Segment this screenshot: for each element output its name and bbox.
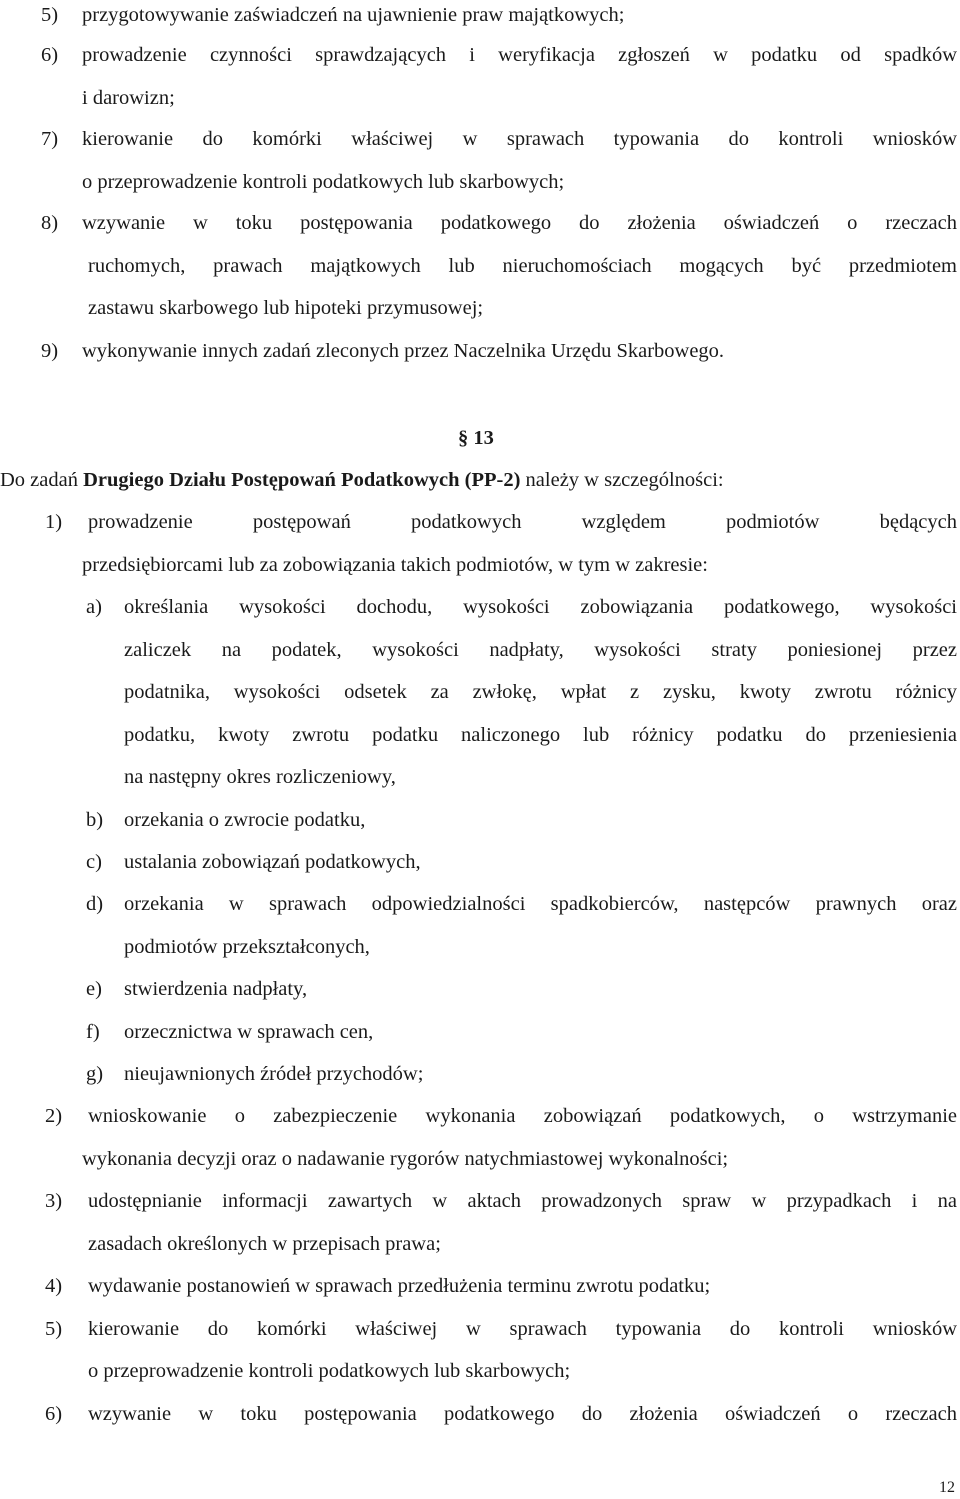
sublist-item-text: orzekania o zwrocie podatku, [124, 809, 366, 831]
sublist-item-text: podatnika, wysokości odsetek za zwłokę, wpłat z zysku, kwoty zwrotu różnicy [124, 681, 957, 703]
list-item-text: wykonywanie innych zadań zleconych przez Naczelnika Urzędu Skarbowego. [82, 340, 725, 362]
list-item-text: prowadzenie postępowań podatkowych względem podmiotów będących [88, 511, 957, 533]
list-number: 5) [45, 1318, 63, 1340]
list-number: 1) [45, 511, 63, 533]
list-number: 8) [41, 212, 59, 234]
intro-text: Do zadań [0, 469, 84, 491]
sublist-letter: c) [86, 851, 102, 873]
sublist-letter: a) [86, 596, 102, 618]
list-number: 6) [45, 1403, 63, 1425]
sublist-item-text: podmiotów przekształconych, [124, 936, 370, 958]
list-item-text: wnioskowanie o zabezpieczenie wykonania zobowiązań podatkowych, o wstrzymanie [88, 1105, 957, 1127]
list-item-text: przedsiębiorcami lub za zobowiązania takich podmiotów, w tym w zakresie: [82, 554, 708, 576]
sublist-item-text: stwierdzenia nadpłaty, [124, 978, 308, 1000]
sublist-item-text: nieujawnionych źródeł przychodów; [124, 1063, 424, 1085]
sublist-letter: d) [86, 893, 104, 915]
list-item-text: wykonania decyzji oraz o nadawanie rygorów natychmiastowej wykonalności; [82, 1148, 729, 1170]
page-number: 12 [939, 1479, 955, 1496]
section-heading: § 13 [458, 427, 494, 449]
list-number: 6) [41, 44, 59, 66]
list-item-text: o przeprowadzenie kontroli podatkowych lub skarbowych; [88, 1360, 571, 1382]
list-item-text: i darowizn; [82, 87, 175, 109]
sublist-letter: b) [86, 809, 104, 831]
list-item-text: prowadzenie czynności sprawdzających i weryfikacja zgłoszeń w podatku od spadków [82, 44, 957, 66]
intro-text: należy w szczególności: [520, 469, 724, 491]
list-number: 4) [45, 1275, 63, 1297]
list-number: 2) [45, 1105, 63, 1127]
list-number: 3) [45, 1190, 63, 1212]
list-item-text: przygotowywanie zaświadczeń na ujawnienie praw majątkowych; [82, 4, 625, 26]
list-item-text: udostępnianie informacji zawartych w aktach prowadzonych spraw w przypadkach i na [88, 1190, 957, 1212]
sublist-item-text: zaliczek na podatek, wysokości nadpłaty, wysokości straty poniesionej przez [124, 639, 957, 661]
sublist-item-text: orzecznictwa w sprawach cen, [124, 1021, 374, 1043]
department-name: Drugiego Działu Postępowań Podatkowych (PP-2) [83, 469, 521, 491]
list-item-text: wzywanie w toku postępowania podatkowego do złożenia oświadczeń o rzeczach [88, 1403, 957, 1425]
list-item-text: wydawanie postanowień w sprawach przedłużenia terminu zwrotu podatku; [88, 1275, 711, 1297]
sublist-letter: f) [86, 1021, 100, 1043]
sublist-letter: e) [86, 978, 102, 1000]
list-item-text: o przeprowadzenie kontroli podatkowych lub skarbowych; [82, 171, 565, 193]
sublist-item-text: podatku, kwoty zwrotu podatku naliczonego lub różnicy podatku do przeniesienia [124, 724, 957, 746]
list-item-text: ruchomych, prawach majątkowych lub nieruchomościach mogących być przedmiotem [88, 255, 957, 277]
list-number: 7) [41, 128, 59, 150]
sublist-item-text: ustalania zobowiązań podatkowych, [124, 851, 421, 873]
sublist-item-text: na następny okres rozliczeniowy, [124, 766, 396, 788]
list-item-text: kierowanie do komórki właściwej w sprawach typowania do kontroli wniosków [82, 128, 957, 150]
list-number: 5) [41, 4, 59, 26]
section-intro [0, 468, 724, 492]
sublist-item-text: określania wysokości dochodu, wysokości zobowiązania podatkowego, wysokości [124, 596, 957, 618]
list-item-text: wzywanie w toku postępowania podatkowego do złożenia oświadczeń o rzeczach [82, 212, 957, 234]
list-item-text: kierowanie do komórki właściwej w sprawach typowania do kontroli wniosków [88, 1318, 957, 1340]
sublist-letter: g) [86, 1063, 104, 1085]
sublist-item-text: orzekania w sprawach odpowiedzialności spadkobierców, następców prawnych oraz [124, 893, 957, 915]
list-number: 9) [41, 340, 59, 362]
list-item-text: zastawu skarbowego lub hipoteki przymusowej; [88, 297, 484, 319]
list-item-text: zasadach określonych w przepisach prawa; [88, 1233, 441, 1255]
